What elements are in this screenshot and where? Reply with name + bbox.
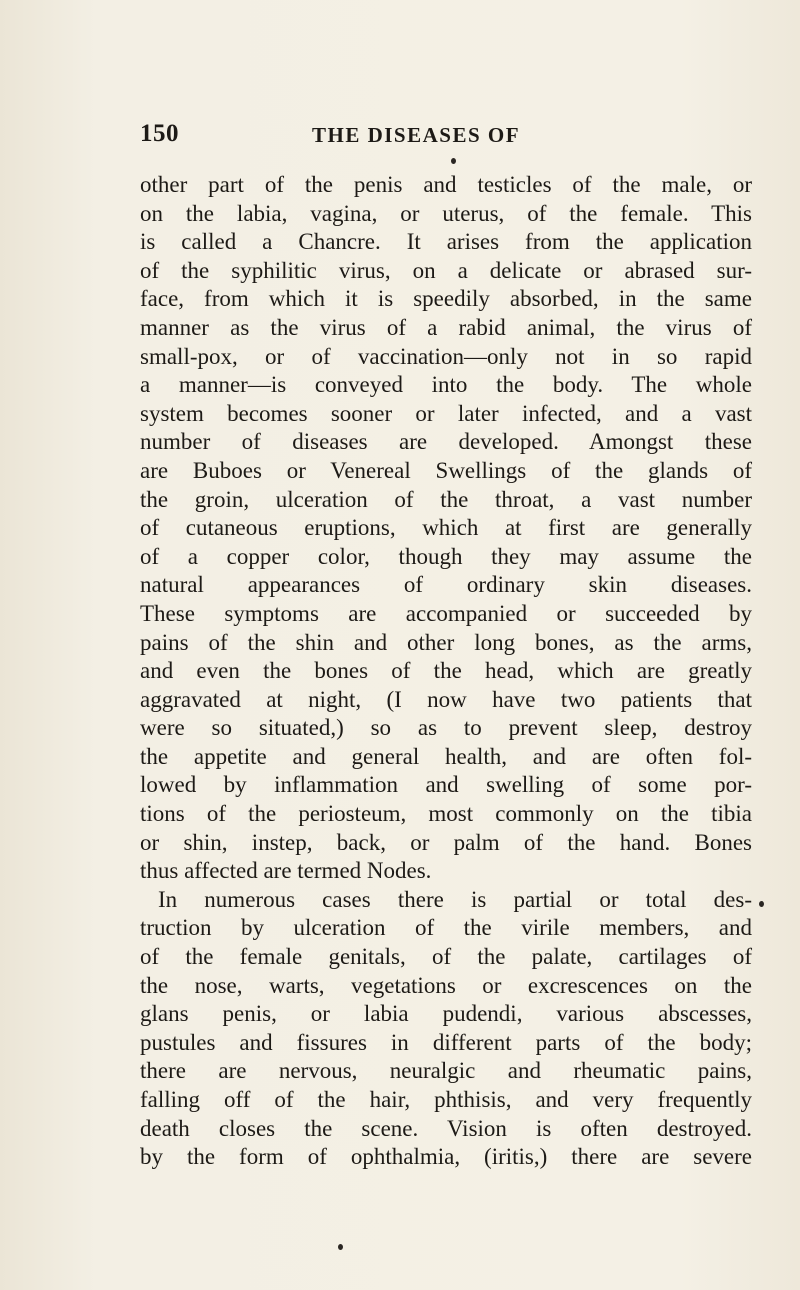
text-line: there are nervous, neuralgic and rheumatic pains, (140, 1058, 752, 1084)
text-line: the appetite and general health, and are often fol- (140, 743, 752, 769)
text-line: In numerous cases there is partial or total des- (158, 886, 752, 912)
text-line: face, from which it is speedily absorbed, in the same (140, 286, 752, 312)
text-line: lowed by inflammation and swelling of some por- (140, 772, 752, 798)
text-line: the nose, warts, vegetations or excrescences on the (140, 972, 752, 998)
text-line: of a copper color, though they may assume the (140, 543, 752, 569)
text-line: and even the bones of the head, which are greatly (140, 658, 752, 684)
text-line: truction by ulceration of the virile members, and (140, 915, 752, 941)
text-line: These symptoms are accompanied or succeeded by (140, 600, 752, 626)
text-line: the groin, ulceration of the throat, a vast number (140, 486, 752, 512)
body-text (140, 171, 752, 1172)
text-line: by the form of ophthalmia, (iritis,) there are severe (140, 1144, 752, 1170)
page-number: 150 (140, 120, 179, 147)
text-line: tions of the periosteum, most commonly on the tibia (140, 801, 752, 827)
text-line: pustules and fissures in different parts of the body; (140, 1029, 752, 1055)
text-line: system becomes sooner or later infected, and a vast (140, 400, 752, 426)
text-line: is called a Chancre. It arises from the application (140, 229, 752, 255)
text-line: or shin, instep, back, or palm of the hand. Bones (140, 829, 752, 855)
text-line: death closes the scene. Vision is often destroyed. (140, 1115, 752, 1141)
text-line: natural appearances of ordinary skin diseases. (140, 572, 752, 598)
text-line: number of diseases are developed. Amongst these (140, 429, 752, 455)
text-line: on the labia, vagina, or uterus, of the female. This (140, 200, 752, 226)
text-line: of the syphilitic virus, on a delicate or abrased sur- (140, 257, 752, 283)
text-line: were so situated,) so as to prevent sleep, destroy (140, 715, 752, 741)
text-line: small-pox, or of vaccination—only not in so rapid (140, 343, 752, 369)
text-line: falling off of the hair, phthisis, and very frequently (140, 1087, 752, 1112)
text-line: of the female genitals, of the palate, cartilages of (140, 944, 752, 970)
ink-speck (338, 1244, 343, 1250)
text-line: thus affected are termed Nodes. (140, 858, 432, 884)
text-line: pains of the shin and other long bones, as the arms, (140, 629, 752, 655)
text-line: a manner—is conveyed into the body. The whole (140, 372, 752, 398)
text-line: of cutaneous eruptions, which at first are generally (140, 515, 752, 541)
text-line: aggravated at night, (I now have two patients that (140, 686, 752, 712)
text-line: other part of the penis and testicles of the male, or (140, 172, 752, 197)
running-head: THE DISEASES OF (312, 123, 521, 147)
ink-speck (759, 901, 764, 907)
page-header (140, 120, 740, 150)
text-line: glans penis, or labia pudendi, various abscesses, (140, 1001, 752, 1027)
ink-speck (451, 158, 456, 164)
text-line: are Buboes or Venereal Swellings of the glands of (140, 457, 752, 483)
text-line: manner as the virus of a rabid animal, the virus of (140, 314, 752, 340)
